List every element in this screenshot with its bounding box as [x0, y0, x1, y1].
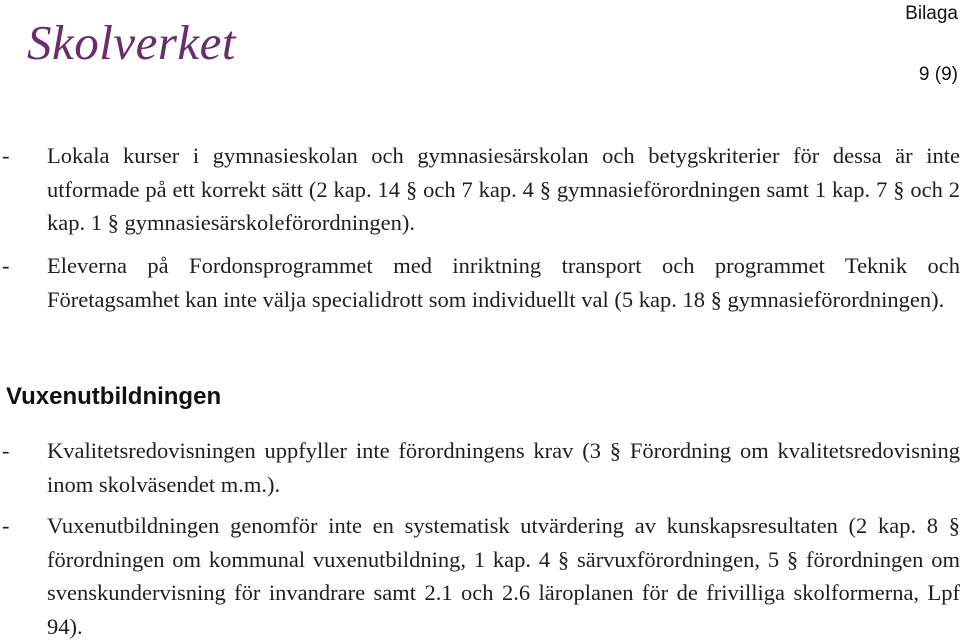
list-item — [0, 139, 960, 240]
list-dash: - — [2, 143, 10, 168]
list-dash: - — [2, 513, 10, 538]
list-item-text: Kvalitetsredovisningen uppfyller inte förordningens krav (3 § Förordning om kvalitetsredovisning inom skolväsendet m.m.). — [47, 438, 960, 497]
list-item-text: Lokala kurser i gymnasieskolan och gymnasiesärskolan och betygskriterier för dessa är inte utformade på ett korrekt sätt (2 kap. 14 § och 7 kap. 4 § gymnasieförordningen samt 1 kap. 7 § och 2 kap. 1 § gymnasiesärskoleförordningen). — [47, 143, 960, 235]
skolverket-logo: Skolverket — [27, 15, 237, 70]
list-dash: - — [2, 438, 10, 463]
list-dash: - — [2, 253, 10, 278]
appendix-label: Bilaga — [905, 3, 958, 24]
page-number: 9 (9) — [918, 64, 958, 85]
list-item-text: Eleverna på Fordonsprogrammet med inriktning transport och programmet Teknik och Företagsamhet kan inte välja specialidrott som individuellt val (5 kap. 18 § gymnasieförordningen). — [47, 253, 960, 312]
list-item — [0, 509, 960, 643]
list-item — [0, 434, 960, 501]
list-item-text: Vuxenutbildningen genomför inte en systematisk utvärdering av kunskapsresultaten (2 kap. 8 § förordningen om kommunal vuxenutbildning, 1 kap. 4 § särvuxförordningen, 5 § förordningen om svenskundervisning för invandrare samt 2.1 och 2.6 läroplanen för de frivilliga skolformerna, Lpf 94). — [47, 513, 960, 639]
section-heading: Vuxenutbildningen — [6, 383, 222, 410]
list-item — [0, 249, 960, 316]
